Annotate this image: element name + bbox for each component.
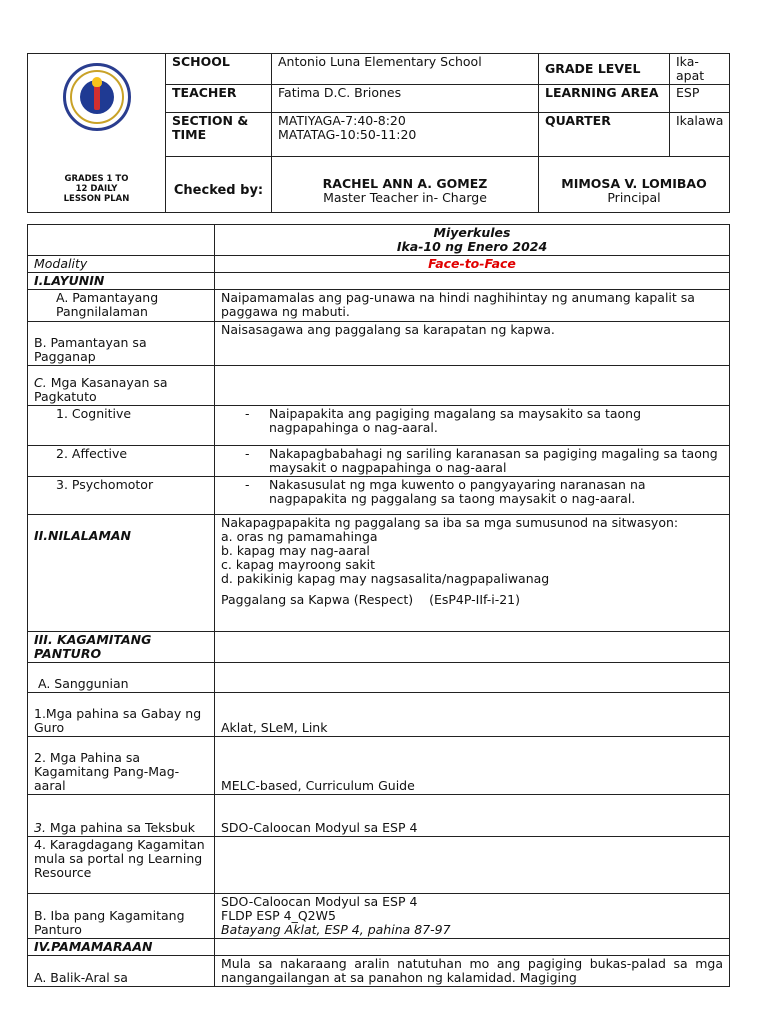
date-cell	[215, 225, 730, 256]
karagdagang-blank	[215, 837, 730, 894]
school-value: Antonio Luna Elementary School	[272, 54, 539, 85]
area-label: LEARNING AREA	[539, 85, 670, 113]
gabay-value: Aklat, SLeM, Link	[215, 693, 730, 737]
kasanayan-blank	[215, 366, 730, 406]
karagdagang-label: 4. Karagdagang Kagamitan mula sa portal ng Learning Resource	[28, 837, 215, 894]
date-blank	[28, 225, 215, 256]
gabay-label: 1.Mga pahina sa Gabay ng Guro	[28, 693, 215, 737]
psychomotor-label: 3. Psychomotor	[28, 477, 215, 515]
modality-label: Modality	[28, 256, 215, 273]
grade-label: GRADE LEVEL	[539, 54, 670, 85]
layunin-blank	[215, 273, 730, 290]
grade-value: Ika-apat	[670, 54, 730, 85]
balik-value: Mula sa nakaraang aralin natutuhan mo ang pagiging bukas-palad sa mga nangangailangan at sa panahon ng kalamidad. Magiging	[215, 956, 730, 987]
affective-label: 2. Affective	[28, 446, 215, 477]
checked-label: Checked by:	[166, 157, 272, 213]
pamamaraan-blank	[215, 939, 730, 956]
quarter-value: Ikalawa	[670, 113, 730, 157]
kagamitan-blank	[215, 632, 730, 663]
principal-cell	[539, 157, 730, 213]
iba-value: SDO-Caloocan Modyul sa ESP 4 FLDP ESP 4_Q2W5 Batayang Aklat, ESP 4, pahina 87-97	[215, 894, 730, 939]
teksbuk-label: 3. Mga pahina sa Teksbuk	[28, 795, 215, 837]
logo-cell	[28, 54, 166, 157]
cognitive-value: - Naipapakita ang pagiging magalang sa maysakito sa taong nagpapahinga o nag-aaral.	[215, 406, 730, 446]
pamamaraan-label: IV.PAMAMARAAN	[28, 939, 215, 956]
sanggunian-blank	[215, 663, 730, 693]
principal-name: MIMOSA V. LOMIBAO	[561, 176, 707, 191]
nilalaman-label: II.NILALAMAN	[28, 515, 215, 632]
affective-value: - Nakapagbabahagi ng sariling karanasan sa pagiging magaling sa taong maysakit o nagpapahinga o nag-aaral	[215, 446, 730, 477]
nilalaman-value: Nakapagpapakita ng paggalang sa iba sa mga sumusunod na sitwasyon: a. oras ng pamamahinga b. kapag may nag-aaral c. kapag mayroong sakit d. pakikinig kapag may nagsasalita/nagpapaliwanag Paggalang sa Kapwa (Respect) (EsP4P-IIf-i-21)	[215, 515, 730, 632]
pagganap-value: Naisasagawa ang paggalang sa karapatan ng kapwa.	[215, 322, 730, 366]
section-value-1: MATIYAGA-7:40-8:20	[278, 113, 406, 128]
kasanayan-label: C. Mga Kasanayan sa Pagkatuto	[28, 366, 215, 406]
area-value: ESP	[670, 85, 730, 113]
layunin-label: I.LAYUNIN	[28, 273, 215, 290]
modality-value: Face-to-Face	[215, 256, 730, 273]
teacher-label: TEACHER	[166, 85, 272, 113]
principal-title: Principal	[607, 190, 661, 205]
section-label: SECTION & TIME	[166, 113, 272, 157]
kagamitang-value: MELC-based, Curriculum Guide	[215, 737, 730, 795]
quarter-label: QUARTER	[539, 113, 670, 157]
cognitive-label: 1. Cognitive	[28, 406, 215, 446]
pamantayang-value: Naipamamalas ang pag-unawa na hindi naghihintay ng anumang kapalit sa paggawa ng mabuti.	[215, 290, 730, 322]
sanggunian-label: A. Sanggunian	[28, 663, 215, 693]
checker-cell	[272, 157, 539, 213]
lesson-plan-table	[27, 224, 730, 987]
psychomotor-value: - Nakasusulat ng mga kuwento o pangyayaring naranasan na nagpapakita ng paggalang sa taong maysakit o nag-aaral.	[215, 477, 730, 515]
date-label: Ika-10 ng Enero 2024	[396, 239, 548, 254]
pagganap-label: B. Pamantayan sa Pagganap	[28, 322, 215, 366]
checker-title: Master Teacher in- Charge	[323, 190, 487, 205]
section-value	[272, 113, 539, 157]
header-table	[27, 53, 730, 213]
checker-name: RACHEL ANN A. GOMEZ	[322, 176, 488, 191]
teacher-value: Fatima D.C. Briones	[272, 85, 539, 113]
section-value-2: MATATAG-10:50-11:20	[278, 127, 417, 142]
day-label: Miyerkules	[433, 225, 511, 240]
school-label: SCHOOL	[166, 54, 272, 85]
balik-label: A. Balik-Aral sa	[28, 956, 215, 987]
teksbuk-value: SDO-Caloocan Modyul sa ESP 4	[215, 795, 730, 837]
pamantayang-label: A. Pamantayang Pangnilalaman	[28, 290, 215, 322]
iba-label: B. Iba pang Kagamitang Panturo	[28, 894, 215, 939]
kagamitan-label: III. KAGAMITANG PANTURO	[28, 632, 215, 663]
deped-seal-icon	[63, 63, 131, 131]
logo-caption: GRADES 1 TO 12 DAILY LESSON PLAN	[28, 157, 166, 213]
kagamitang-label: 2. Mga Pahina sa Kagamitang Pang-Mag-aaral	[28, 737, 215, 795]
